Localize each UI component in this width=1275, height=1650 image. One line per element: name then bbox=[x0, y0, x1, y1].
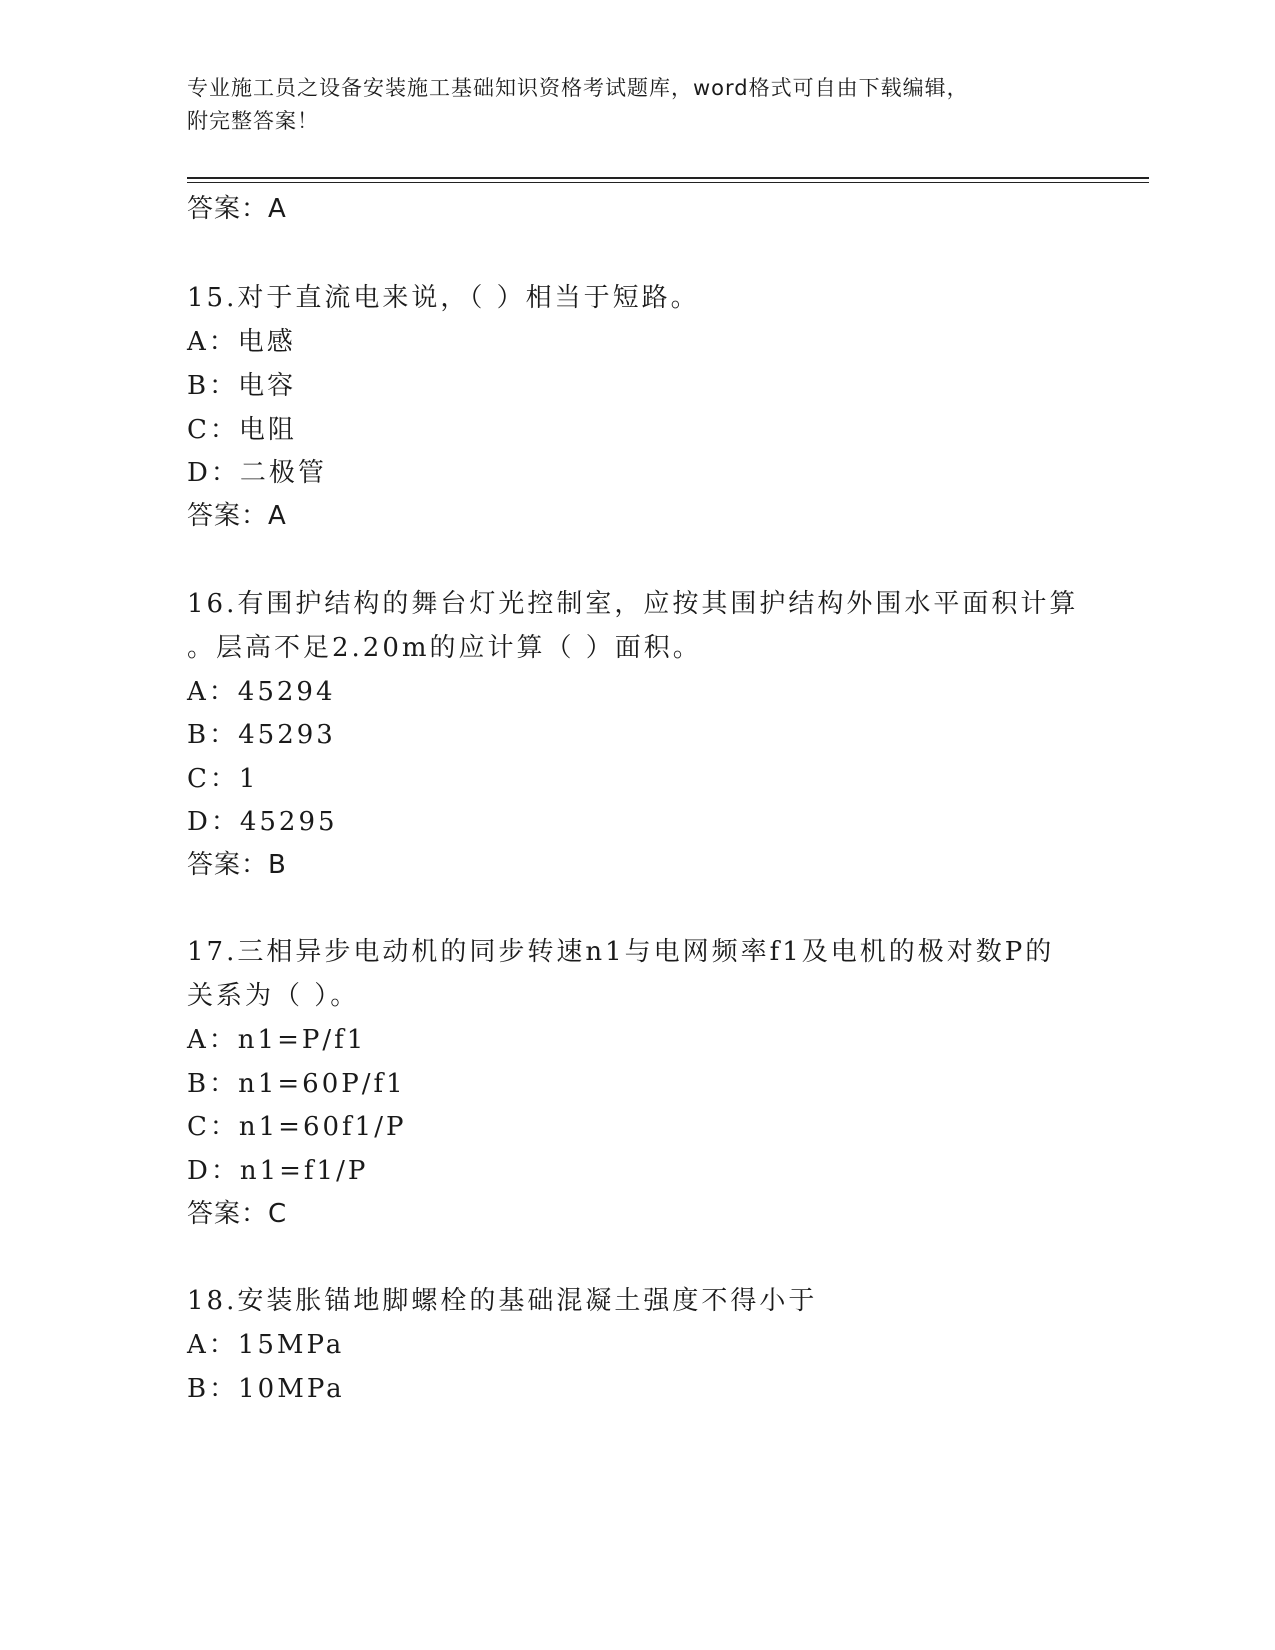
question-15-option-c: C：电阻 bbox=[187, 415, 297, 445]
header-divider-thin bbox=[187, 182, 1149, 183]
question-18-option-a: A：15MPa bbox=[187, 1330, 345, 1360]
answer-line: 答案：A bbox=[187, 194, 287, 224]
question-16-option-b: B：45293 bbox=[187, 720, 336, 750]
question-15-option-d: D：二极管 bbox=[187, 458, 327, 488]
question-15-option-b: B：电容 bbox=[187, 371, 297, 401]
question-16-text-line-2: 。层高不足2.20m的应计算（ ）面积。 bbox=[187, 633, 702, 663]
header-line-2: 附完整答案！ bbox=[187, 109, 319, 133]
question-17-text-line-2: 关系为（ ）。 bbox=[187, 981, 360, 1011]
question-16-answer: 答案：B bbox=[187, 850, 287, 880]
header-divider bbox=[187, 177, 1149, 179]
question-17-answer: 答案：C bbox=[187, 1199, 288, 1229]
document-header bbox=[187, 72, 1087, 138]
question-16-text-line-1: 16.有围护结构的舞台灯光控制室，应按其围护结构外围水平面积计算 bbox=[187, 589, 1079, 619]
question-16-option-a: A：45294 bbox=[187, 677, 336, 707]
question-17-text-line-1: 17.三相异步电动机的同步转速n1与电网频率f1及电机的极对数P的 bbox=[187, 937, 1055, 967]
question-17-option-a: A：n1=P/f1 bbox=[187, 1025, 367, 1055]
header-line-1: 专业施工员之设备安装施工基础知识资格考试题库，word格式可自由下载编辑， bbox=[187, 76, 969, 100]
question-17-option-c: C：n1=60f1/P bbox=[187, 1112, 407, 1142]
question-17-option-b: B：n1=60P/f1 bbox=[187, 1069, 406, 1099]
question-17-option-d: D：n1=f1/P bbox=[187, 1156, 369, 1186]
question-16-option-d: D：45295 bbox=[187, 807, 338, 837]
question-15-text: 15.对于直流电来说，（ ）相当于短路。 bbox=[187, 283, 700, 313]
question-18-text: 18.安装胀锚地脚螺栓的基础混凝土强度不得小于 bbox=[187, 1286, 818, 1316]
question-18-option-b: B：10MPa bbox=[187, 1374, 345, 1404]
question-16-option-c: C：1 bbox=[187, 764, 259, 794]
question-15-answer: 答案：A bbox=[187, 501, 287, 531]
question-15-option-a: A：电感 bbox=[187, 327, 296, 357]
